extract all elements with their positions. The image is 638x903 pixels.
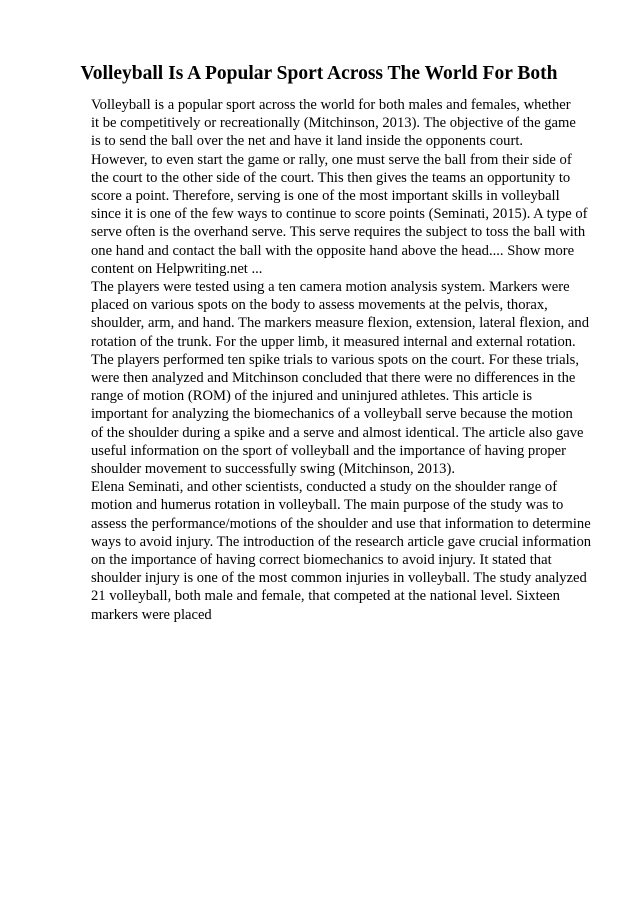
text-line: shoulder, arm, and hand. The markers measure flexion, extension, lateral flexion, and bbox=[91, 315, 590, 332]
text-line: on the importance of having correct biomechanics to avoid injury. It stated that bbox=[91, 552, 552, 569]
text-line: assess the performance/motions of the shoulder and use that information to determine bbox=[91, 515, 591, 532]
text-line: However, to even start the game or rally, one must serve the ball from their side of bbox=[91, 151, 572, 168]
text-line: Volleyball is a popular sport across the world for both males and females, whether bbox=[91, 97, 571, 113]
text-line: Elena Seminati, and other scientists, conducted a study on the shoulder range of bbox=[91, 479, 558, 496]
text-line: shoulder injury is one of the most common injuries in volleyball. The study analyzed bbox=[91, 570, 587, 587]
text-line: The players were tested using a ten camera motion analysis system. Markers were bbox=[91, 279, 570, 296]
text-line: of the shoulder during a spike and a serve and almost identical. The article also gave bbox=[91, 424, 584, 441]
text-line: since it is one of the few ways to continue to score points (Seminati, 2015). A type of bbox=[91, 206, 588, 223]
text-line: markers were placed bbox=[91, 606, 212, 623]
text-line: one hand and contact the ball with the opposite hand above the head.... Show more bbox=[91, 242, 575, 259]
text-line: important for analyzing the biomechanics of a volleyball serve because the motion bbox=[91, 406, 573, 423]
text-line: rotation of the trunk. For the upper limb, it measured internal and external rotation. bbox=[91, 333, 576, 350]
text-line: were then analyzed and Mitchinson concluded that there were no differences in the bbox=[91, 370, 576, 387]
text-line: the court to the other side of the court. This then gives the teams an opportunity to bbox=[91, 169, 571, 186]
text-line: range of motion (ROM) of the injured and uninjured athletes. This article is bbox=[91, 388, 533, 405]
text-line: 21 volleyball, both male and female, that competed at the national level. Sixteen bbox=[91, 588, 560, 605]
text-line: placed on various spots on the body to assess movements at the pelvis, thorax, bbox=[91, 297, 548, 314]
text-line: motion and humerus rotation in volleyball. The main purpose of the study was to bbox=[91, 497, 564, 514]
text-line: serve often is the overhand serve. This serve requires the subject to toss the ball with bbox=[91, 224, 586, 241]
document-body bbox=[91, 96, 611, 624]
text-line: score a point. Therefore, serving is one of the most important skills in volleyball bbox=[91, 188, 560, 205]
text-line: useful information on the sport of volleyball and the importance of having proper bbox=[91, 442, 566, 459]
text-line: The players performed ten spike trials to various spots on the court. For these trials, bbox=[91, 351, 579, 368]
text-line: ways to avoid injury. The introduction of the research article gave crucial information bbox=[91, 533, 592, 550]
text-line: is to send the ball over the net and have it land inside the opponents court. bbox=[91, 133, 524, 150]
text-line: content on Helpwriting.net ... bbox=[91, 260, 263, 277]
text-line: it be competitively or recreationally (Mitchinson, 2013). The objective of the game bbox=[91, 115, 576, 132]
document-title: Volleyball Is A Popular Sport Across The World For Both bbox=[80, 63, 558, 84]
text-line: shoulder movement to successfully swing (Mitchinson, 2013). bbox=[91, 461, 455, 478]
